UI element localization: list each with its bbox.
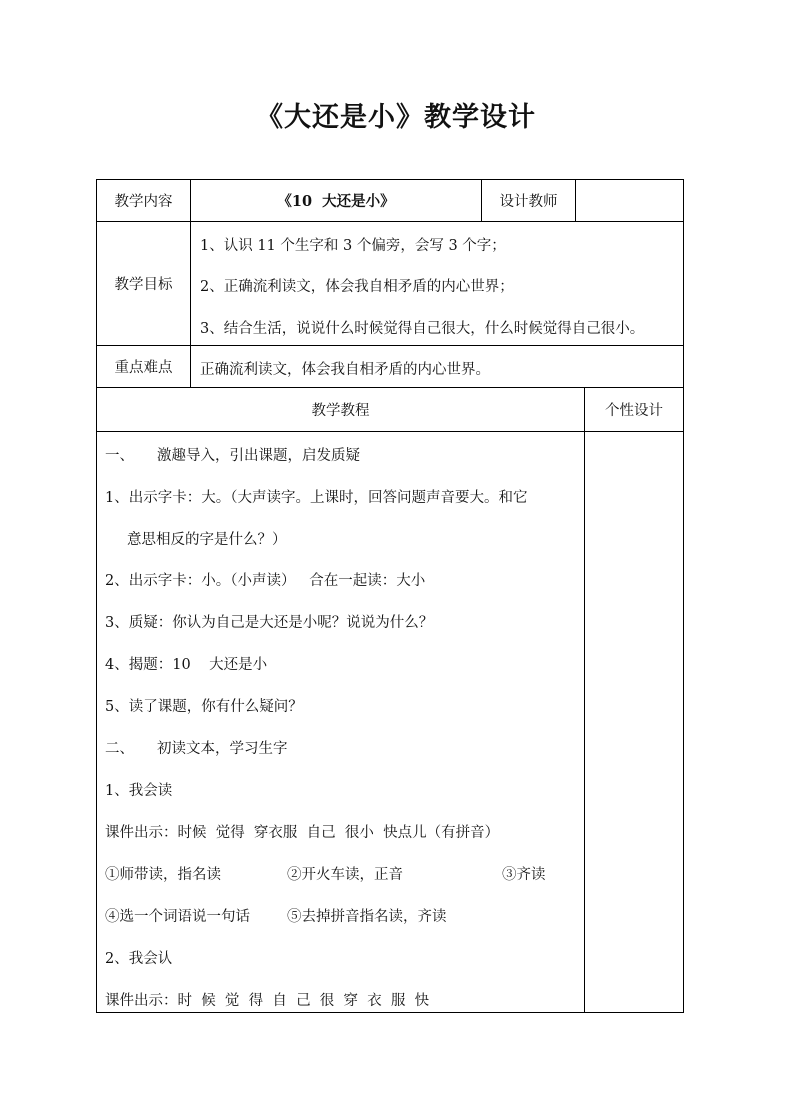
process-line: 4、揭题：10 大还是小 <box>105 657 268 673</box>
page-title: 《大还是小》教学设计 <box>256 102 536 133</box>
process-line: 一、 激趣导入，引出课题，启发质疑 <box>105 448 361 464</box>
process-line: 2、我会认 <box>105 951 173 967</box>
process-line: ①师带读，指名读 <box>105 867 221 883</box>
lesson-plan-table <box>96 179 684 1013</box>
process-line: 意思相反的字是什么？） <box>127 532 287 548</box>
process-line: 3、质疑：你认为自己是大还是小呢？说说为什么？ <box>105 615 434 631</box>
designer-label: 设计教师 <box>499 194 558 210</box>
process-line: 课件出示：时 候 觉 得 自 己 很 穿 衣 服 快 <box>105 993 430 1009</box>
side-header: 个性设计 <box>605 403 663 419</box>
process-line: 1、出示字卡：大。（大声读字。上课时，回答问题声音要大。和它 <box>105 490 528 506</box>
process-line: 5、读了课题，你有什么疑问？ <box>105 699 303 715</box>
goal-item: 1、认识 11 个生字和 3 个偏旁，会写 3 个字； <box>200 238 506 254</box>
content-label: 教学内容 <box>114 194 173 210</box>
designer-value <box>576 180 683 221</box>
process-line: ⑤去掉拼音指名读，齐读 <box>287 909 447 925</box>
process-line: 二、 初读文本，学习生字 <box>105 741 288 757</box>
process-line: 2、出示字卡：小。（小声读） 合在一起读：大小 <box>105 573 426 589</box>
process-header: 教学教程 <box>311 403 370 419</box>
row-divider <box>97 431 683 432</box>
goals-label: 教学目标 <box>114 277 173 293</box>
process-line: ②开火车读，正音 <box>287 867 403 883</box>
process-line: ④选一个词语说一句话 <box>105 909 250 925</box>
process-line: ③齐读 <box>502 867 546 883</box>
goal-item: 3、结合生活，说说什么时候觉得自己很大，什么时候觉得自己很小。 <box>200 321 645 337</box>
process-line: 课件出示：时候 觉得 穿衣服 自己 很小 快点儿（有拼音） <box>105 825 500 841</box>
key-points-label: 重点难点 <box>114 360 173 376</box>
content-value: 《10 大还是小》 <box>277 193 395 210</box>
process-line: 1、我会读 <box>105 783 173 799</box>
key-points-value: 正确流利读文，体会我自相矛盾的内心世界。 <box>200 362 490 378</box>
column-divider <box>584 387 585 1012</box>
goal-item: 2、正确流利读文，体会我自相矛盾的内心世界； <box>200 279 514 295</box>
